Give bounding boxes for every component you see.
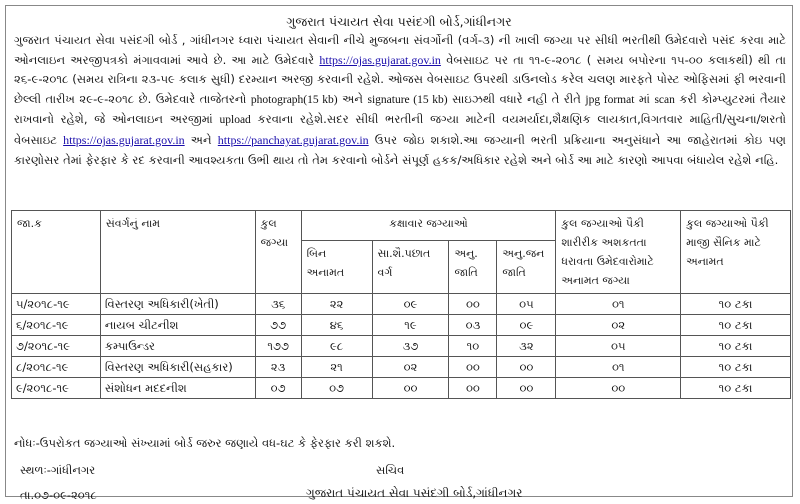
table-cell: ૧૦ ટકા (681, 378, 791, 399)
table-cell: ૩૨ (497, 336, 556, 357)
table-cell: ૪૬ (301, 315, 372, 336)
text: jpg format (585, 93, 635, 106)
board-name: ગુજરાત પંચાયત સેવા પસંદગી બોર્ડ,ગાંધીનગર (306, 486, 523, 500)
table-cell: સંશોધન મદદનીશ (100, 378, 255, 399)
table-cell: ૦૧ (556, 294, 681, 315)
table-cell: ૦૯ (497, 315, 556, 336)
table-cell: ૨૨ (301, 294, 372, 315)
table-cell: ૦૨ (372, 357, 449, 378)
table-cell: ૦૦ (449, 378, 497, 399)
table-cell: ૩૭ (372, 336, 449, 357)
place: સ્થળઃ-ગાંધીનગર (20, 463, 96, 477)
text: photograph(15 kb) (250, 93, 338, 106)
table-cell: ૦૦ (497, 378, 556, 399)
table-cell: ૯/૨૦૧૮-૧૯ (12, 378, 101, 399)
ojas-link[interactable]: https://ojas.gujarat.gov.in (319, 52, 441, 67)
table-cell: ૦૦ (449, 357, 497, 378)
ojas-link-2[interactable]: https://ojas.gujarat.gov.in (63, 132, 185, 147)
table-cell: ૦૦ (372, 378, 449, 399)
header-no: જા.ક (12, 211, 101, 294)
text: અને (337, 91, 368, 106)
table-cell: વિસ્તરણ અધિકારી(ખેતી) (100, 294, 255, 315)
header-sebc: સા.શૈ.પછાત વર્ગ (372, 241, 449, 294)
table-row (12, 378, 791, 399)
table-cell: ૦૭ (255, 378, 301, 399)
table-cell: ૧૭૭ (255, 336, 301, 357)
table-cell: વિસ્તરણ અધિકારી(સહકાર) (100, 357, 255, 378)
table-cell: ૦૦ (556, 378, 681, 399)
secretary-label: સચિવ (376, 463, 405, 477)
table-cell: ૦૭ (301, 378, 372, 399)
table-cell: ૦૫ (497, 294, 556, 315)
note: નોધઃ-ઉપરોકત જગ્યાઓ સંખ્યામાં બોર્ડ જરુર જણાયે વધ-ઘટ કે ફેરફાર કરી શકશે. (14, 436, 396, 450)
text: ઉપર જોઇ શકાશે.આ જગ્યાની ભરતી પ્રક્રિયાના અનુસંધાને આ જાહેરાતમાં કોઇ પણ કારણોસર તેમાં ફેરફાર કે રદ કરવાની આવશ્યકતા ઉભી થાય તો તેમ કરવાનો બોર્ડને સંપૂર્ણ હકક/અધિકાર રહેશે અને બોર્ડ આ માટે કારણો આપવા બંધાયેલ રહેશે નહિ. (14, 132, 786, 167)
table-cell: નાયબ ચીટનીશ (100, 315, 255, 336)
table-cell: ૬/૨૦૧૮-૧૯ (12, 315, 101, 336)
table-cell: ૦૦ (449, 294, 497, 315)
text: કરવાના રહેશે.સદર સીધી ભરતીની જગ્યા માટેની વયમર્યાદા,શૈક્ષણિક લાયકાત,વિગતવાર માહિતી/સુચના/શરતો વેબસાઇટ (14, 112, 786, 147)
table-cell: ૧૯ (372, 315, 449, 336)
text: સાઇઝથી વધારે નહી તે રીતે (447, 91, 586, 106)
table-cell: ૨૧ (301, 357, 372, 378)
text: માં (634, 91, 655, 106)
table-cell: ૭/૨૦૧૮-૧૯ (12, 336, 101, 357)
text: વેબસાઇટ પર તા ૧૧-૯-૨૦૧૮ ( સમય બપોરના ૧૫-૦૦ કલાકથી) થી તા ૨૬-૯-૨૦૧૮ (સમય રાત્રિના ૨૩-૫૯ કલાક સુધી) દરમ્યાન અરજી કરવાની રહેશે. ઓજસ વેબસાઇટ ઉપરથી ડાઉનલોડ કરેલ ચલણ મારફતે પોસ્ટ ઓફિસમાં ફી ભરવાની છેલ્લી તારીખ ૨૯-૯-૨૦૧૮ છે. ઉમેદવારે તાજેતરનો (14, 52, 786, 106)
table-cell: ૧૦ ટકા (681, 357, 791, 378)
table-row (12, 294, 791, 315)
table-cell: ૦૩ (449, 315, 497, 336)
panchayat-link[interactable]: https://panchayat.gujarat.gov.in (217, 132, 369, 147)
header-name: સંવર્ગનું નામ (100, 211, 255, 294)
header-st: અનુ.જન જાતિ (497, 241, 556, 294)
table-cell: ૧૦ ટકા (681, 294, 791, 315)
header-ph: કુલ જગ્યાઓ પૈકી શારીરીક અશકતતા ધરાવતા ઉમેદવારોમાટે અનામત જગ્યા (556, 211, 681, 294)
table-row (12, 336, 791, 357)
table-row (12, 357, 791, 378)
header-sc: અનુ. જાતિ (449, 241, 497, 294)
table-cell: ૭૭ (255, 315, 301, 336)
table-cell: ૦૨ (556, 315, 681, 336)
table-cell: ૮/૨૦૧૮-૧૯ (12, 357, 101, 378)
header-general: બિન અનામત (301, 241, 372, 294)
table-cell: કમ્પાઉન્ડર (100, 336, 255, 357)
text: signature (15 kb) (367, 93, 448, 106)
table-cell: ૦૦ (497, 357, 556, 378)
text: scan (654, 93, 675, 106)
document-title: ગુજરાત પંચાયત સેવા પસંદગી બોર્ડ,ગાંધીનગર (286, 14, 512, 29)
header-total: કુલ જગ્યા (255, 211, 301, 294)
table-row (12, 315, 791, 336)
table-cell: ૦૧ (556, 357, 681, 378)
text: કરી કોમ્પ્યુટરમાં તૈયાર રાખવાનો રહેશે, જે ઓનલાઇન અરજીમાં (14, 91, 786, 127)
table-cell: ૫/૨૦૧૮-૧૯ (12, 294, 101, 315)
document-page (5, 5, 793, 502)
text: upload (219, 114, 251, 127)
table-cell: ૯૮ (301, 336, 372, 357)
table-cell: ૧૦ ટકા (681, 336, 791, 357)
vacancy-table (11, 210, 791, 399)
table-cell: ૨૩ (255, 357, 301, 378)
table-cell: ૧૦ (449, 336, 497, 357)
header-category: કક્ષાવાર જગ્યાઓ (301, 211, 556, 241)
text: ગુજરાત પંચાયત સેવા પસંદગી બોર્ડ , ગાંધીનગર ધ્વારા પંચાયત સેવાની નીચે મુજબના સંવર્ગોની (વર્ગ-૩) ની ખાલી જગ્યા પર સીધી ભરતીથી ઉમેદવારો પસંદ કરવા માટે ઓનલાઇન અરજીપત્રકો મંગાવવામાં આવે છે. આ માટે ઉમેદવારે (14, 33, 786, 67)
table-cell: ૦૫ (556, 336, 681, 357)
date: તા.૦૭-૦૯-૨૦૧૮ (20, 488, 97, 502)
table-cell: ૦૯ (372, 294, 449, 315)
table-cell: ૧૦ ટકા (681, 315, 791, 336)
header-ex-servicemen: કુલ જગ્યાઓ પૈકી માજી સૈનિક માટે અનામત (681, 211, 791, 294)
advertisement-paragraph (14, 31, 786, 170)
table-cell: ૩૬ (255, 294, 301, 315)
text: અને (184, 132, 218, 147)
